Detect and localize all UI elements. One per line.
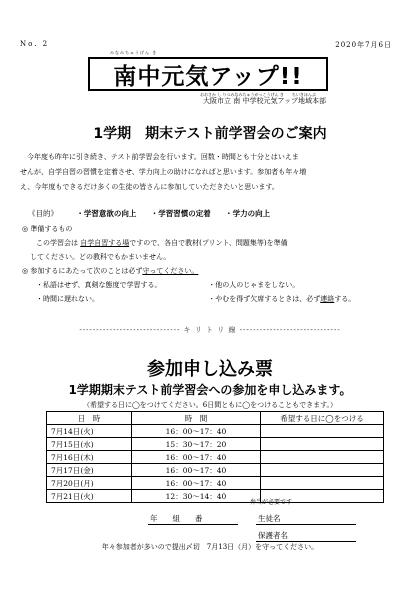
schedule-table bbox=[46, 411, 384, 503]
table-row: 7月21日(火) 12：30～14：40 bbox=[47, 490, 384, 503]
title-ruby: みなみちゅうげん き bbox=[110, 50, 158, 55]
form-subtitle: 1学期期末テスト前学習会への参加を申し込みます。 bbox=[68, 383, 352, 397]
goal-item: ・学習意欲の向上 bbox=[76, 209, 137, 218]
rules-row bbox=[22, 278, 402, 292]
check-cell[interactable] bbox=[261, 464, 384, 477]
deadline-footer: 年々参加者が多いので提出〆切 7月13日（月）を守ってください。 bbox=[101, 543, 319, 551]
rule-item: ・他の人のじゃまをしない。 bbox=[208, 281, 300, 289]
table-row: 7月14日(火) 16：00～17：40 bbox=[47, 425, 384, 438]
goal-item: ・学力の向上 bbox=[225, 209, 271, 218]
col-time: 時 間 bbox=[132, 412, 261, 425]
bring-section bbox=[22, 222, 402, 306]
form-note: （希望する日に◯をつけてください。6日間ともに◯をつけることもできます。） bbox=[82, 401, 338, 409]
bring-line: してください。どの教科でもかまいません。 bbox=[30, 253, 171, 261]
check-cell[interactable] bbox=[261, 477, 384, 490]
table-row: 7月20日(月) 16：00～17：40 bbox=[47, 477, 384, 490]
rule-item: する。 bbox=[334, 295, 356, 303]
issue-date: 2020年7月6日 bbox=[335, 41, 392, 49]
main-heading: 1学期 期末テスト前学習会のご案内 bbox=[93, 126, 327, 142]
rule-item: 連絡 bbox=[320, 295, 335, 303]
col-check: 希望する日に◯をつける bbox=[261, 412, 384, 425]
intro-line: え、今年度もできるだけ多くの生徒の皆さんに参加していただきたいと思います。 bbox=[20, 183, 279, 191]
newsletter-title: 南中元気アップ!! bbox=[113, 63, 303, 90]
col-date: 日 時 bbox=[47, 412, 132, 425]
table-row: 7月16日(木) 16：00～17：40 bbox=[47, 451, 384, 464]
rule-item: ・時間に遅れない。 bbox=[36, 295, 99, 303]
table-row: 7月15日(水) 15：30～17：20 bbox=[47, 438, 384, 451]
intro-paragraph bbox=[20, 150, 400, 195]
rule-item: ・私語はせず、真剣な態度で学習する。 bbox=[36, 281, 162, 289]
organization: 大阪市立 南 中学校元気アップ地域本部 bbox=[203, 97, 326, 105]
intro-line: 今年度も昨年に引き続き、テスト前学習会を行います。回数・時間とも十分とはいえま bbox=[27, 153, 299, 161]
goals-label: 《目的》 bbox=[28, 209, 58, 218]
student-line[interactable] bbox=[256, 524, 356, 525]
bring-line: この学習会は 自学自習する場ですので、各自で教材(プリント、問題集等)を準備 bbox=[36, 239, 288, 247]
bring-heading: ◎ 準備するもの bbox=[22, 225, 73, 233]
grade-class-number: 年 組 番 bbox=[150, 514, 203, 523]
check-cell[interactable] bbox=[261, 425, 384, 438]
check-cell[interactable] bbox=[261, 438, 384, 451]
rules-row bbox=[22, 292, 402, 306]
lunch-note: 弁当が必要です bbox=[250, 499, 293, 506]
student-name-label: 生徒名 bbox=[258, 514, 281, 523]
cut-line: ------------------------------ キ リ ト リ 線 ------------------------------ bbox=[79, 326, 341, 334]
form-title: 参加申し込み票 bbox=[147, 359, 273, 380]
intro-line: せんが、自学自習の習慣を定着させ、学力向上の助けになればと思います。参加者も年々増 bbox=[20, 168, 307, 176]
goal-item: ・学習習慣の定着 bbox=[150, 209, 211, 218]
rules-heading: ◎ 参加するにあたって次のことは必ず守ってください。 bbox=[22, 267, 199, 275]
goals bbox=[28, 208, 282, 219]
grade-line bbox=[148, 524, 238, 525]
rule-item: ・やむを得ず欠席するときは、必ず bbox=[208, 295, 321, 303]
guardian-name-label: 保護者名 bbox=[258, 531, 288, 540]
table-header bbox=[47, 412, 384, 425]
check-cell[interactable] bbox=[261, 451, 384, 464]
newsletter-title-box bbox=[88, 57, 328, 91]
org-ruby: おおさか し りつみなみちゅうがっこうげん き ちいきほんぶ bbox=[200, 92, 316, 97]
issue-number: No. 2 bbox=[20, 40, 50, 48]
table-row: 7月17日(金) 16：00～17：40 bbox=[47, 464, 384, 477]
